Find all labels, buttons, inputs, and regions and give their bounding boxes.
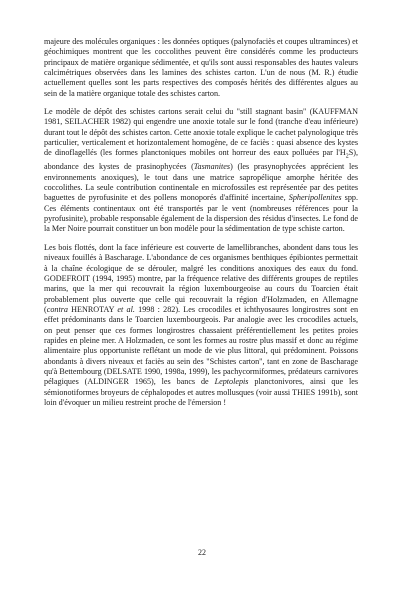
text-run: Le modèle de dépôt des schistes cartons serait celui du "still stagnant basin" (KAUFFMAN 1981, SEILACHER 1982) qui engendre une anoxie totale sur le fond (tranche d'eau inférieure) durant tout le dépôt des schistes carton. Cette anoxie totale explique le cachet palynologique très particulier, verticalement et horizontalement homogène, de ce faciès : quasi absence des kystes de dinoflagellés (les formes planctoniques mobiles ont horreur des eaux polluées par l'H (44, 107, 358, 158)
italic-term: et al. (117, 304, 135, 314)
italic-term: contra (46, 304, 68, 314)
italic-term: Leptolepis (214, 377, 249, 387)
text-run: majeure des molécules organiques : les données optiques (palynofaciès et coupes ultraminces) et géochimiques montrent que les coccolithes peuvent être considérés comme les producteurs principaux de matière organique sédimentée, et qu'ils sont aussi responsables des hautes valeurs calcimétriques observées dans les lamines des schistes carton. L'un de nous (M. R.) étudie actuellement quelles sont les parts respectives des composés hérités des différentes algues au sein de la matière organique totale des schistes carton. (44, 37, 358, 98)
text-run: HENROTAY (67, 304, 118, 314)
text-run: ) (les prasynophycées apprécient les environnements anoxiques), le tout dans une matrice sapropélique amorphe héritée des coccolithes. La seule contribution continentale en microfossiles est représentée par des petites baguettes de pyrofusinite et des pollens monoporés d'affinité incertaine, (44, 162, 358, 203)
page-number: 22 (198, 548, 206, 557)
text-run: Les bois flottés, dont la face inférieure est couverte de lamellibranches, abondent dans tous les niveaux fouillés à Bascharage. L'abondance de ces organismes benthiques épibiontes permettait à la chaîne écologique de se dérouler, malgré les conditions anoxiques des eaux du fond. GODEFROIT (1994, 1995) montre, par la fréquence relative des différents groupes de reptiles marins, que la mer qui recouvrait la région luxembourgeoise au cours du Toarcien était probablement plus ouverte que celle qui recouvrait la région d'Holzmaden, en Allemagne ( (44, 242, 358, 314)
paragraph-coccolithes (44, 37, 358, 99)
paragraph-depositional-model (44, 107, 358, 235)
italic-term: Spheripollenites (288, 193, 342, 203)
text-run: planctonivores, ainsi que les sémionotiformes broyeurs de céphalopodes et autres mollusques (voir aussi THIES 1991b), sont loin d'évoquer un milieu restreint proche de l'émersion ! (44, 377, 359, 407)
text-run: S), abondance des kystes de prasinophycées ( (44, 148, 358, 172)
paragraph-marine-fauna (44, 243, 358, 409)
text-run: spp. Ces éléments continentaux ont été transportés par le vent (nombreuses références pour la pyrofusinite), probable responsable également de la dispersion des résidus d'insectes. Le fond de la Mer Noire pourrait constituer un bon modèle pour la sédimentation de type schiste carton. (44, 193, 358, 234)
italic-term: Tasmanites (193, 162, 231, 172)
text-run: 1998 : 282). Les crocodiles et ichthyosaures longirostres sont en effet prédominants dans le Toarcien luxembourgeois. Par analogie avec les crocodiles actuels, on peut penser que ces formes longirostres chassaient préférentiellement les petites proies rapides en pleine mer. A Holzmaden, ce sont les formes au rostre plus massif et donc au régime alimentaire plus opportuniste reflétant un mode de vie plus littoral, qui prédominent. Poissons abondants à divers niveaux et faciès au sein des "Schistes carton", tant en zone de Bascharage qu'à Bettembourg (DELSATE 1990, 1998a, 1999), les pachycormiformes, prédateurs carnivores pélagiques (ALDINGER 1965), les bancs de (44, 304, 359, 387)
subscript: 2 (345, 154, 349, 161)
